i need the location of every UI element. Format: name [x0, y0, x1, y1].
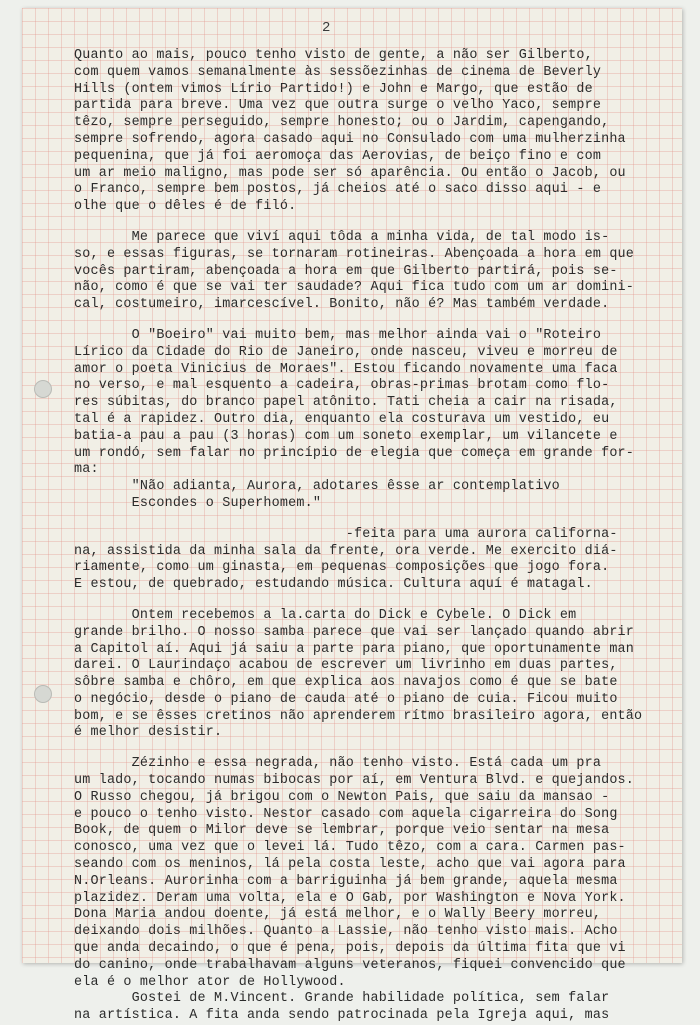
paragraph	[74, 608, 678, 742]
text-line: N.Orleans. Aurorinha com a barriguinha já bem grande, aquela mesma	[74, 873, 618, 889]
paragraph-gap	[74, 742, 678, 756]
text-line: partida para breve. Uma vez que outra surge o velho Yaco, sempre	[74, 98, 602, 114]
text-line: darei. O Laurindaço acabou de escrever um livrinho em duas partes,	[74, 658, 618, 674]
text-line: e pouco o tenho visto. Nestor casado com aquela cigarreira do Song	[74, 806, 618, 822]
text-line: Book, de quem o Milor deve se lembrar, porque veio sentar na mesa	[74, 823, 610, 839]
text-line: o negócio, desde o piano de cauda até o piano de cuia. Ficou muito	[74, 691, 618, 707]
text-line: res súbitas, do branco papel atônito. Tati cheia a cair na risada,	[74, 395, 618, 411]
text-line: vocês partiram, abençoada a hora em que Gilberto partirá, pois se-	[74, 263, 618, 279]
text-line: Lírico da Cidade do Rio de Janeiro, onde nasceu, viveu e morreu de	[74, 344, 618, 360]
text-line: sempre sofrendo, agora casado aqui no Consulado com uma mulherzinha	[74, 131, 626, 147]
paragraph-gap	[74, 216, 678, 230]
text-line: não, como é que se vai ter saudade? Aqui fica tudo com um ar domini-	[74, 280, 635, 296]
text-line: no verso, e mal esquento a cadeira, obras-primas brotam como flo-	[74, 378, 610, 394]
text-line: seando com os meninos, lá pela costa leste, acho que vai agora para	[74, 857, 626, 873]
text-line: "Não adianta, Aurora, adotares êsse ar contemplativo	[74, 479, 560, 495]
text-line: olhe que o dêles é de filó.	[74, 199, 297, 215]
binder-hole	[34, 685, 52, 703]
text-line: do canino, onde trabalhavam alguns veteranos, fiquei convencido que	[74, 957, 626, 973]
paragraph-gap	[74, 513, 678, 527]
text-line: Me parece que viví aqui tôda a minha vida, de tal modo is-	[74, 229, 610, 245]
text-line: plazidez. Deram uma volta, ela e O Gab, por Washington e Nova York.	[74, 890, 626, 906]
text-line: Dona Maria andou doente, já está melhor, e o Wally Beery morreu,	[74, 907, 602, 923]
text-line: na, assistida da minha sala da frente, ora verde. Me exercito diá-	[74, 543, 618, 559]
text-line: amor o poeta Vinicius de Moraes". Estou ficando novamente uma faca	[74, 361, 618, 377]
text-line: Ontem recebemos a la.carta do Dick e Cybele. O Dick em	[74, 607, 577, 623]
text-line: Gostei de M.Vincent. Grande habilidade política, sem falar	[74, 991, 610, 1007]
text-line: o Franco, sempre bem postos, já cheios até o saco disso aqui - e	[74, 182, 602, 198]
binder-hole	[34, 380, 52, 398]
text-line: riamente, como um ginasta, em pequenas composições que jogo fora.	[74, 560, 610, 576]
paragraph	[74, 48, 678, 216]
text-line: bom, e se êsses cretinos não aprenderem rítmo brasileiro agora, então	[74, 708, 643, 724]
page-number: 2	[322, 20, 331, 36]
paragraph-gap	[74, 314, 678, 328]
text-line: O "Boeiro" vai muito bem, mas melhor ainda vai o "Roteiro	[74, 327, 602, 343]
paragraph	[74, 527, 678, 594]
text-line: Escondes o Superhomem."	[74, 495, 322, 511]
text-line: cal, costumeiro, imarcescível. Bonito, não é? Mas também verdade.	[74, 297, 610, 313]
text-line: que anda decaindo, o que é pena, pois, depois da última fita que vi	[74, 941, 626, 957]
text-line: um lado, tocando numas bibocas por aí, em Ventura Blvd. e quejandos.	[74, 773, 635, 789]
text-line: Quanto ao mais, pouco tenho visto de gente, a não ser Gilberto,	[74, 48, 593, 63]
text-line: O Russo chegou, já brigou com o Newton Pais, que saiu da mansao -	[74, 789, 610, 805]
paragraph	[74, 328, 678, 513]
text-line: ma:	[74, 462, 99, 478]
paragraph	[74, 756, 678, 1025]
paragraph-gap	[74, 594, 678, 608]
text-line: Hills (ontem vimos Lírio Partido!) e John e Margo, que estão de	[74, 81, 593, 97]
text-line: Zézinho e essa negrada, não tenho visto. Está cada um pra	[74, 756, 602, 772]
text-line: é melhor desistir.	[74, 725, 223, 741]
text-line: E estou, de quebrado, estudando música. Cultura aquí é matagal.	[74, 577, 593, 593]
text-line: tal é a rapidez. Outro dia, enquanto ela costurava um vestido, eu	[74, 411, 610, 427]
letter-body	[74, 48, 678, 1025]
text-line: sôbre samba e chôro, em que explica aos navajos como é que se bate	[74, 675, 618, 691]
text-line: batia-a pau a pau (3 horas) com um soneto exemplar, um vilancete e	[74, 428, 618, 444]
text-line: com quem vamos semanalmente às sessõezinhas de cinema de Beverly	[74, 64, 602, 80]
text-line: têzo, sempre perseguido, sempre honesto; ou o Jardim, capengando,	[74, 115, 610, 131]
paragraph	[74, 230, 678, 314]
text-line: um ar meio maligno, mas pode ser só aparência. Ou então o Jacob, ou	[74, 165, 626, 181]
text-line: pequenina, que já foi aeromoça das Aerovias, de beiço fino e com	[74, 148, 602, 164]
text-line: deixando dois milhões. Quanto a Lassie, não tenho visto mais. Acho	[74, 924, 618, 940]
typewritten-letter-page	[22, 8, 682, 1024]
text-line: na artística. A fita anda sendo patrocinada pela Igreja aqui, mas	[74, 1008, 610, 1024]
text-line: um rondó, sem falar no princípio de elegia que começa em grande for-	[74, 445, 635, 461]
text-line: grande brilho. O nosso samba parece que vai ser lançado quando abrir	[74, 624, 635, 640]
text-line: so, e essas figuras, se tornaram rotineiras. Abençoada a hora em que	[74, 246, 635, 262]
text-line: conosco, uma vez que o levei lá. Tudo têzo, com a cara. Carmen pas-	[74, 840, 626, 856]
text-line: -feita para uma aurora californa-	[74, 526, 618, 542]
text-line: a Capitol aí. Aqui já saiu a parte para piano, que oportunamente man	[74, 641, 635, 657]
text-line: ela é o melhor ator de Hollywood.	[74, 974, 346, 990]
